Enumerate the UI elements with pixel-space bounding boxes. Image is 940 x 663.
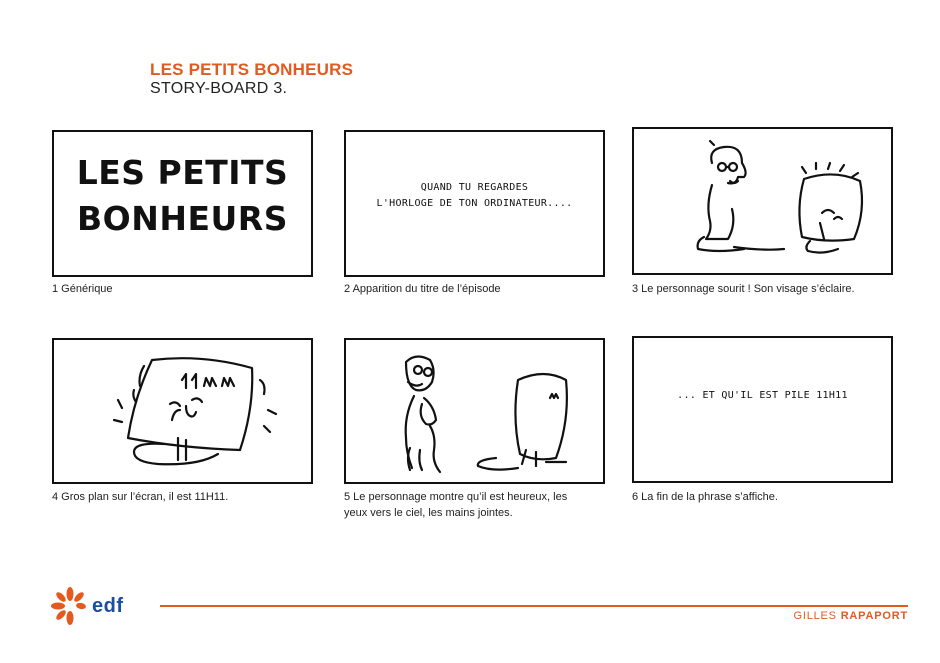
edf-logo <box>50 586 124 626</box>
document-title: LES PETITS BONHEURS <box>150 60 354 79</box>
panel-1-title-line-1: LES PETITS <box>76 153 289 192</box>
footer-divider <box>160 605 908 607</box>
author-name <box>794 610 909 622</box>
panel-1-title <box>54 150 311 242</box>
happy-character-sketch <box>346 340 603 482</box>
panel-5-caption-line-1: 5 Le personnage montre qu’il est heureux, les <box>344 491 568 503</box>
edf-logo-text: edf <box>92 594 124 617</box>
panel-2-caption: 2 Apparition du titre de l’épisode <box>344 283 501 295</box>
panel-2-text-line-1: QUAND TU REGARDES <box>420 182 529 193</box>
panel-2-text <box>346 180 603 212</box>
storyboard-panel-5 <box>344 338 605 484</box>
author-last-name: RAPAPORT <box>840 610 908 622</box>
panel-2-text-line-2: L'HORLOGE DE TON ORDINATEUR.... <box>376 198 573 209</box>
storyboard-panel-4 <box>52 338 313 484</box>
edf-flower-icon <box>50 586 90 626</box>
panel-4-caption: 4 Gros plan sur l’écran, il est 11H11. <box>52 491 229 503</box>
panel-3-caption: 3 Le personnage sourit ! Son visage s’éclaire. <box>632 283 855 295</box>
storyboard-panel-2 <box>344 130 605 277</box>
panel-1-caption: 1 Générique <box>52 283 113 295</box>
panel-5-caption-line-2: yeux vers le ciel, les mains jointes. <box>344 507 513 519</box>
screen-closeup-sketch <box>54 340 311 482</box>
panel-6-caption: 6 La fin de la phrase s’affiche. <box>632 491 778 503</box>
storyboard-panel-1 <box>52 130 313 277</box>
panel-1-title-line-2: BONHEURS <box>77 199 288 238</box>
author-first-name: GILLES <box>793 610 837 622</box>
document-subtitle: STORY-BOARD 3. <box>150 80 288 97</box>
panel-6-text: ... ET QU'IL EST PILE 11H11 <box>677 390 848 401</box>
document-header <box>150 60 353 98</box>
storyboard-panel-3 <box>632 127 893 275</box>
storyboard-panel-6 <box>632 336 893 483</box>
character-at-computer-sketch <box>634 129 891 273</box>
panel-5-caption <box>344 489 606 521</box>
